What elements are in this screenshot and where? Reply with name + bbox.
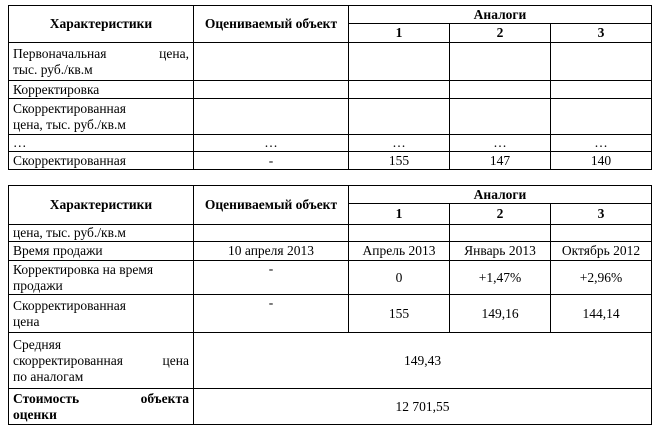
header-subject: Оцениваемый объект [194,186,349,225]
header-characteristics: Характеристики [9,186,194,225]
header-analogs: Аналоги [349,6,652,24]
adjusted-analog-3: 140 [551,152,652,170]
cell [349,225,450,242]
cell [349,81,450,99]
cell [551,43,652,81]
adjusted-price-line2: цена, тыс. руб./кв.м [13,116,126,132]
row-sale-time-label: Время продажи [9,242,194,261]
cost-line1: Стоимость объекта [13,390,189,406]
initial-price-line1: Первоначальная цена, [13,45,189,61]
header-analog-2: 2 [450,204,551,225]
adjusted-analog-1: 155 [349,152,450,170]
row-initial-price-label [9,43,194,81]
avg-line3: по аналогам [13,368,84,384]
sale-time-subject: 10 апреля 2013 [194,242,349,261]
header-analogs: Аналоги [349,186,652,204]
ellipsis-cell: … [194,135,349,152]
adj-price-subject: - [194,295,349,333]
cell [349,99,450,135]
cell [349,43,450,81]
time-adj-analog-2: +1,47% [450,261,551,295]
cell [551,99,652,135]
adj-price-analog-3: 144,14 [551,295,652,333]
ellipsis-cell: … [349,135,450,152]
header-analog-1: 1 [349,24,450,43]
cell [194,81,349,99]
average-value: 149,43 [194,333,652,389]
cell [194,99,349,135]
row-adjusted-label: Скорректированная [9,152,194,170]
header-analog-3: 3 [551,204,652,225]
ellipsis-cell: … [551,135,652,152]
avg-line1: Средняя [13,336,62,352]
adj-price-line1: Скорректированная [13,297,126,313]
cell [551,225,652,242]
time-adj-analog-1: 0 [349,261,450,295]
adj-price-line2: цена [13,313,40,329]
row-time-adjustment-label [9,261,194,295]
sale-time-analog-2: Январь 2013 [450,242,551,261]
cost-line2: оценки [13,406,57,422]
header-analog-2: 2 [450,24,551,43]
row-cost-label [9,389,194,425]
ellipsis-cell: … [9,135,194,152]
table-1 [8,5,652,170]
cell [450,225,551,242]
row-adjusted-price-label [9,99,194,135]
adj-price-analog-2: 149,16 [450,295,551,333]
header-analog-3: 3 [551,24,652,43]
time-adj-analog-3: +2,96% [551,261,652,295]
initial-price-line2: тыс. руб./кв.м [13,61,93,77]
cell [450,81,551,99]
avg-line2: скорректированная цена [13,352,189,368]
cost-value: 12 701,55 [194,389,652,425]
time-adj-line2: продажи [13,277,63,293]
ellipsis-cell: … [450,135,551,152]
sale-time-analog-1: Апрель 2013 [349,242,450,261]
row-adjustment-label: Корректировка [9,81,194,99]
table-2 [8,185,652,425]
adj-price-analog-1: 155 [349,295,450,333]
adjusted-price-line1: Скорректированная [13,100,126,116]
cell [551,81,652,99]
cell [450,99,551,135]
row-average-label [9,333,194,389]
sale-time-analog-3: Октябрь 2012 [551,242,652,261]
adjusted-subject: - [194,152,349,170]
row-continuation-label: цена, тыс. руб./кв.м [9,225,194,242]
time-adj-line1: Корректировка на время [13,261,154,277]
cell [194,225,349,242]
row-adjusted-price-label [9,295,194,333]
time-adj-subject: - [194,261,349,295]
cell [450,43,551,81]
header-subject: Оцениваемый объект [194,6,349,43]
adjusted-analog-2: 147 [450,152,551,170]
cell [194,43,349,81]
header-analog-1: 1 [349,204,450,225]
header-characteristics: Характеристики [9,6,194,43]
